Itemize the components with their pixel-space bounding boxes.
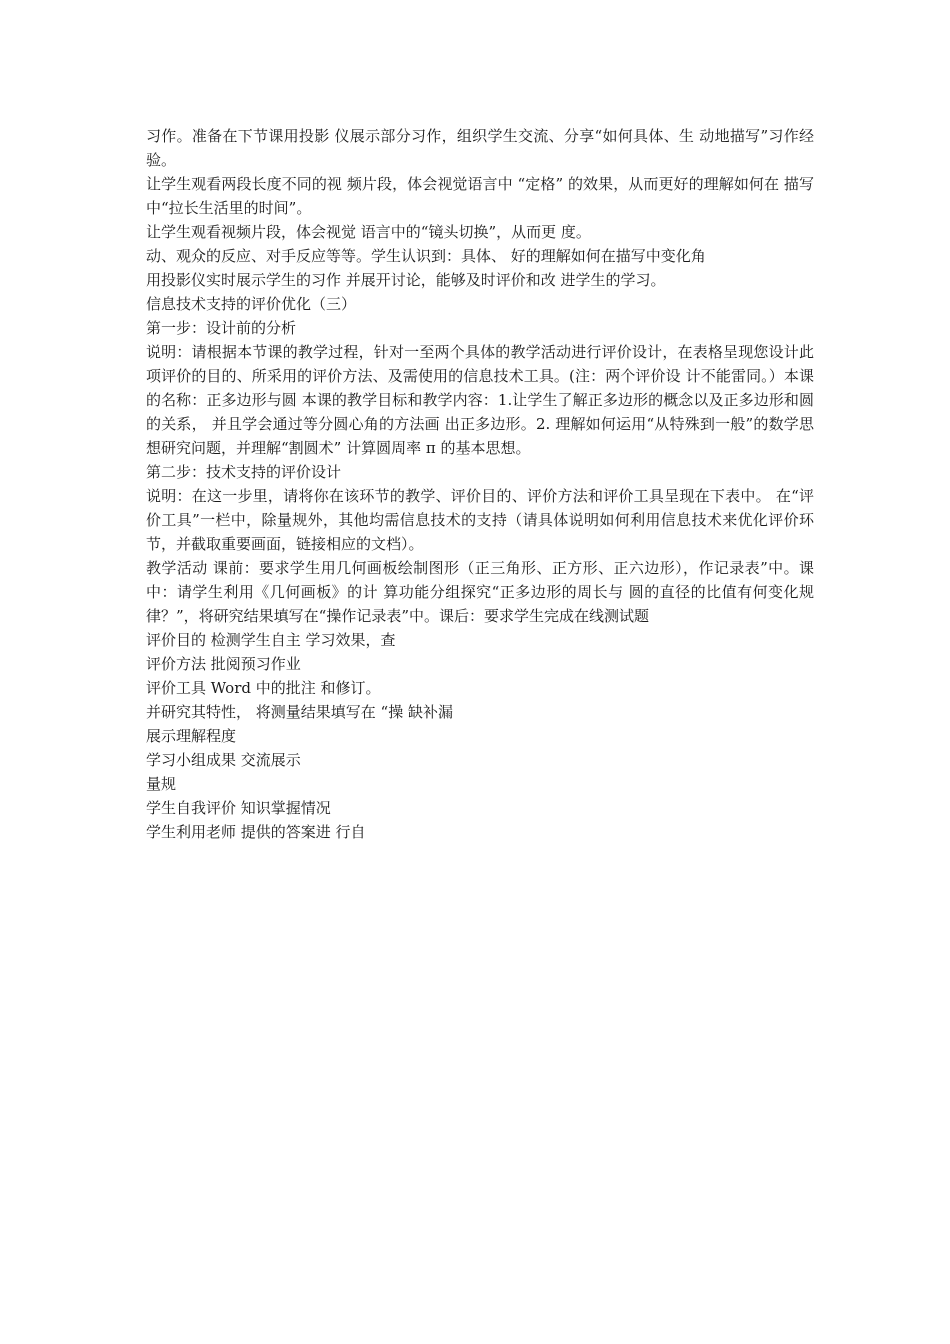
step-2-description: 说明：在这一步里，请将你在该环节的教学、评价目的、评价方法和评价工具呈现在下表中。 在“评价工具”一栏中，除量规外，其他均需信息技术的支持（请具体说明如何利用信息技术来优化评价环节，并截取重要画面，链接相应的文档）。 (146, 487, 814, 553)
table-fragment-1: 并研究其特性， 将测量结果填写在 “操 缺补漏 (146, 703, 453, 721)
evaluation-method: 评价方法 批阅预习作业 (146, 655, 301, 673)
evaluation-purpose: 评价目的 检测学生自主 学习效果，查 (146, 631, 396, 649)
table-fragment-6: 学生利用老师 提供的答案进 行自 (146, 823, 366, 841)
evaluation-tool: 评价工具 Word 中的批注 和修订。 (146, 679, 381, 697)
step-2-heading: 第二步：技术支持的评价设计 (146, 463, 342, 481)
paragraph-2: 让学生观看两段长度不同的视 频片段，体会视觉语言中 “定格” 的效果，从而更好的理解如何在 描写中“拉长生活里的时间”。 (146, 175, 814, 217)
step-1-heading: 第一步：设计前的分析 (146, 319, 297, 337)
paragraph-3: 让学生观看视频片段，体会视觉 语言中的“镜头切换”，从而更 度。 (146, 223, 591, 241)
paragraph-4: 动、观众的反应、对手反应等等。学生认识到：具体、 好的理解如何在描写中变化角 (146, 247, 706, 265)
table-fragment-2: 展示理解程度 (146, 727, 237, 745)
section-heading-3: 信息技术支持的评价优化（三） (146, 295, 357, 313)
table-fragment-3: 学习小组成果 交流展示 (146, 751, 301, 769)
paragraph-5: 用投影仪实时展示学生的习作 并展开讨论，能够及时评价和改 进学生的学习。 (146, 271, 666, 289)
paragraph-1: 习作。准备在下节课用投影 仪展示部分习作，组织学生交流、分享“如何具体、生 动地描写”习作经验。 (146, 127, 814, 169)
table-fragment-4: 量规 (146, 775, 177, 793)
table-fragment-5: 学生自我评价 知识掌握情况 (146, 799, 331, 817)
teaching-activity: 教学活动 课前：要求学生用几何画板绘制图形（正三角形、正方形、正六边形），作记录表”中。课中：请学生利用《几何画板》的计 算功能分组探究“正多边形的周长与 圆的直径的比值有何变化规律？”，将研究结果填写在“操作记录表”中。课后：要求学生完成在线测试题 (146, 559, 814, 625)
document-page (146, 124, 814, 844)
step-1-description: 说明：请根据本节课的教学过程，针对一至两个具体的教学活动进行评价设计，在表格呈现您设计此项评价的目的、所采用的评价方法、及需使用的信息技术工具。(注：两个评价设 计不能雷同。）本课的名称：正多边形与圆 本课的教学目标和教学内容：1.让学生了解正多边形的概念以及正多边形和圆的关系， 并且学会通过等分圆心角的方法画 出正多边形。2. 理解如何运用“从特殊到一般”的数学思想研究问题，并理解“割圆术” 计算圆周率 π 的基本思想。 (146, 343, 814, 457)
